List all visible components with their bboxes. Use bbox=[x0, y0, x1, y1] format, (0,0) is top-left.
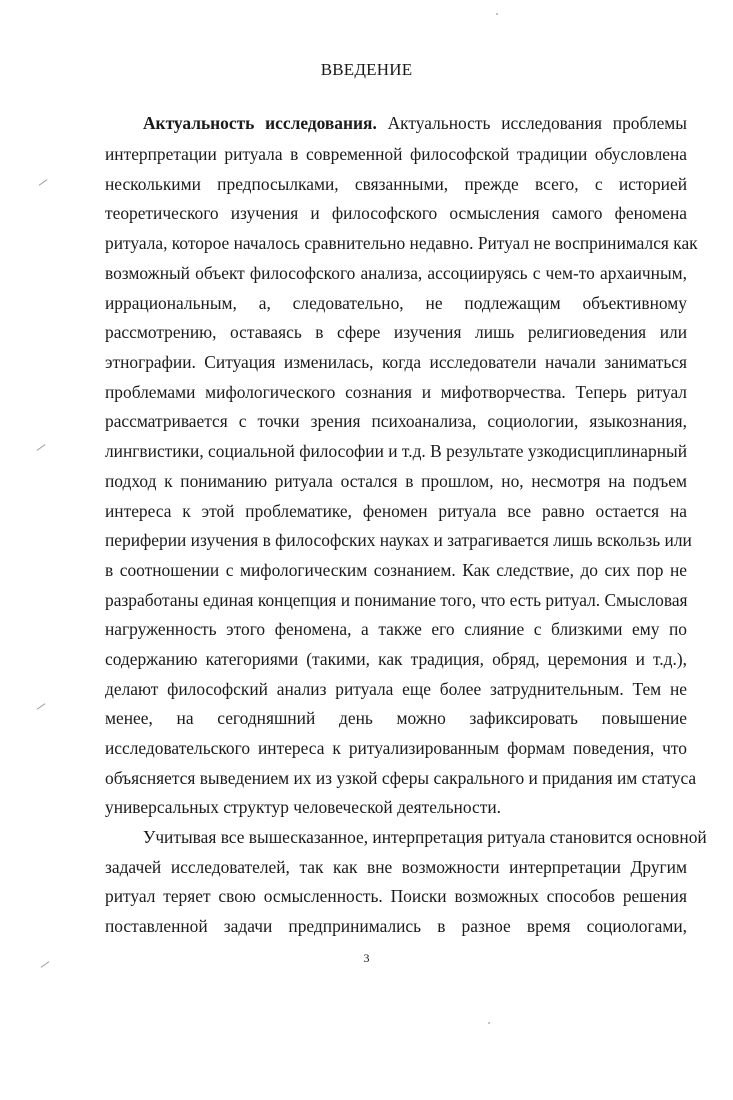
paragraph-1-line-8: рассмотрению, оставаясь в сфере изучения лишь религиоведения или bbox=[105, 322, 687, 342]
paragraph-1-line-17: разработаны единая концепция и понимание того, что есть ритуал. Смысловая bbox=[105, 590, 688, 610]
scan-mark bbox=[37, 703, 46, 710]
page-number: 3 bbox=[363, 951, 370, 965]
scan-dot bbox=[488, 1022, 490, 1024]
paragraph-1-line-20: делают философский анализ ритуала еще более затруднительным. Тем не bbox=[105, 679, 687, 699]
paragraph-1-line-4: теоретического изучения и философского осмысления самого феномена bbox=[105, 203, 687, 223]
section-lead: Актуальность исследования. bbox=[143, 113, 377, 133]
paragraph-2-line-1: Учитывая все вышесказанное, интерпретация ритуала становится основной bbox=[143, 827, 707, 847]
paragraph-2-line-2: задачей исследователей, так как вне возможности интерпретации Другим bbox=[105, 857, 687, 877]
paragraph-1-line-19: содержанию категориями (такими, как традиция, обряд, церемония и т.д.), bbox=[105, 649, 687, 669]
paragraph-2-line-4: поставленной задачи предпринимались в разное время социологами, bbox=[105, 916, 687, 936]
paragraph-1-line-13: подход к пониманию ритуала остался в прошлом, но, несмотря на подъем bbox=[105, 471, 687, 491]
paragraph-2-line-3: ритуал теряет свою осмысленность. Поиски возможных способов решения bbox=[105, 886, 687, 906]
page-title: ВВЕДЕНИЕ bbox=[320, 60, 413, 79]
paragraph-1-line-21: менее, на сегодняшний день можно зафиксировать повышение bbox=[105, 708, 687, 728]
scan-mark bbox=[37, 444, 46, 451]
paragraph-1-line-11: рассматривается с точки зрения психоанализа, социологии, языкознания, bbox=[105, 411, 687, 431]
paragraph-1-line-23: объясняется выведением их из узкой сферы сакрального и придания им статуса bbox=[105, 768, 697, 788]
paragraph-1-line-16: в соотношении с мифологическим сознанием. Как следствие, до сих пор не bbox=[105, 560, 687, 580]
scan-dot bbox=[496, 13, 498, 15]
paragraph-1-line-12: лингвистики, социальной философии и т.д. В результате узкодисциплинарный bbox=[105, 441, 687, 461]
paragraph-1-line-3: несколькими предпосылками, связанными, прежде всего, с историей bbox=[105, 174, 687, 194]
paragraph-1-line-22: исследовательского интереса к ритуализированным формам поведения, что bbox=[105, 738, 687, 758]
paragraph-1-line-7: иррациональным, а, следовательно, не подлежащим объективному bbox=[105, 293, 687, 313]
paragraph-1-line-18: нагруженность этого феномена, а также его слияние с близкими ему по bbox=[105, 619, 687, 639]
paragraph-1-line-10: проблемами мифологического сознания и мифотворчества. Теперь ритуал bbox=[105, 382, 687, 402]
paragraph-1-line-1-text: Актуальность исследования проблемы bbox=[387, 113, 687, 133]
paragraph-1-line-24: универсальных структур человеческой деятельности. bbox=[105, 797, 501, 817]
paragraph-1-line-1 bbox=[143, 112, 687, 134]
paragraph-1-line-14: интереса к этой проблематике, феномен ритуала все равно остается на bbox=[105, 501, 687, 521]
paragraph-1-line-15: периферии изучения в философских науках и затрагивается лишь вскользь или bbox=[105, 530, 692, 550]
paragraph-1-line-6: возможный объект философского анализа, ассоциируясь с чем-то архаичным, bbox=[105, 263, 687, 283]
paragraph-1-line-9: этнографии. Ситуация изменилась, когда исследователи начали заниматься bbox=[105, 352, 687, 372]
scan-mark bbox=[39, 179, 48, 186]
paragraph-1-line-2: интерпретации ритуала в современной философской традиции обусловлена bbox=[105, 144, 687, 164]
paragraph-1-line-5: ритуала, которое началось сравнительно недавно. Ритуал не воспринимался как bbox=[105, 233, 698, 253]
